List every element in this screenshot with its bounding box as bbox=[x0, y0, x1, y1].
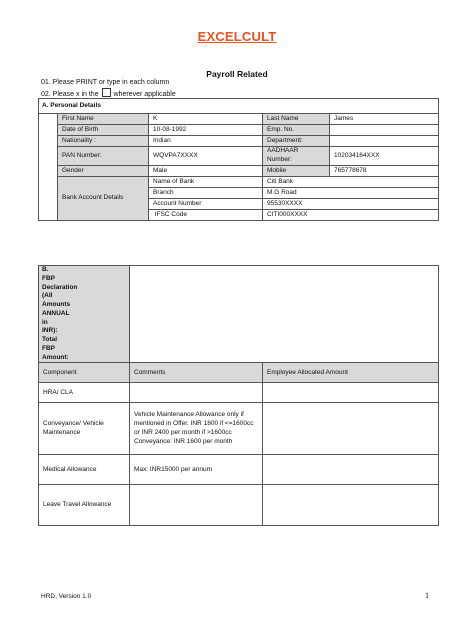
hra-comments bbox=[130, 383, 263, 403]
gender-label: Gender bbox=[58, 166, 149, 177]
account-number-label: Account Number bbox=[149, 199, 263, 210]
brand-logo-text: EXCELCULT bbox=[197, 29, 277, 44]
last-name-label: Last Name bbox=[263, 114, 330, 125]
branch-value[interactable]: M.G Road bbox=[263, 188, 439, 199]
nationality-label: Nationality : bbox=[58, 136, 149, 147]
bank-name-label: Name of Bank bbox=[149, 177, 263, 188]
conveyance-comments: Vehicle Maintenance Allowance only if mentioned in Offer. INR 1800 if <=1600cc or INR 2400 per month if >1600cc Conveyance: INR 1600 per month bbox=[130, 403, 263, 455]
ifsc-value[interactable]: CITI000XXXX bbox=[263, 210, 439, 221]
section-b-heading: B. FBP Declaration (All Amounts ANNUAL in INR): Total FBP Amount: bbox=[39, 266, 130, 363]
instruction-2-text: 02. Please x in the bbox=[41, 91, 99, 98]
emp-no-value[interactable] bbox=[330, 125, 439, 136]
first-name-value[interactable]: K bbox=[149, 114, 263, 125]
lta-amount[interactable] bbox=[263, 485, 439, 526]
instruction-1: 01. Please PRINT or type in each column bbox=[41, 79, 170, 86]
instruction-2-suffix: wherever applicable bbox=[113, 91, 176, 98]
pan-label: PAN Number: bbox=[58, 147, 149, 166]
medical-component: Medical Allowance bbox=[39, 455, 130, 485]
total-fbp-amount-value[interactable] bbox=[130, 266, 439, 363]
checkbox-sample[interactable] bbox=[102, 88, 111, 97]
column-header-comments: Comments bbox=[130, 363, 263, 383]
medical-comments: Max: INR15000 per annum bbox=[130, 455, 263, 485]
lta-comments bbox=[130, 485, 263, 526]
footer-version: HRD, Version 1.0 bbox=[41, 593, 92, 600]
bank-details-label: Bank Account Details bbox=[58, 177, 149, 221]
account-number-value[interactable]: 95530XXXX bbox=[263, 199, 439, 210]
lta-component: Leave Travel Allowance bbox=[39, 485, 130, 526]
column-header-amount: Employee Allocated Amount bbox=[263, 363, 439, 383]
mobile-label: Mobile bbox=[263, 166, 330, 177]
department-value[interactable] bbox=[330, 136, 439, 147]
dob-label: Date of Birth bbox=[58, 125, 149, 136]
last-name-value[interactable]: James bbox=[330, 114, 439, 125]
department-label: Department: bbox=[263, 136, 330, 147]
conveyance-amount[interactable] bbox=[263, 403, 439, 455]
nationality-value[interactable]: Indian bbox=[149, 136, 263, 147]
fbp-declaration-table bbox=[38, 265, 439, 526]
document-title: Payroll Related bbox=[206, 69, 268, 79]
personal-details-table bbox=[38, 98, 439, 221]
medical-amount[interactable] bbox=[263, 455, 439, 485]
pan-value[interactable]: WQVPA7XXXX bbox=[149, 147, 263, 166]
instruction-2 bbox=[41, 88, 176, 98]
hra-amount[interactable] bbox=[263, 383, 439, 403]
mobile-value[interactable]: 765778678 bbox=[330, 166, 439, 177]
conveyance-component: Conveyance/ Vehicle Maintenance bbox=[39, 403, 130, 455]
column-header-component: Component bbox=[39, 363, 130, 383]
indent-cell bbox=[39, 114, 58, 221]
bank-name-value[interactable]: Citi Bank bbox=[263, 177, 439, 188]
gender-value[interactable]: Male bbox=[149, 166, 263, 177]
aadhaar-label: AADHAAR Number: bbox=[263, 147, 330, 166]
ifsc-label: IFSC Code bbox=[149, 210, 263, 221]
section-a-heading: A. Personal Details bbox=[39, 99, 439, 114]
first-name-label: First Name bbox=[58, 114, 149, 125]
hra-component: HRA/ CLA bbox=[39, 383, 130, 403]
branch-label: Branch bbox=[149, 188, 263, 199]
dob-value[interactable]: 10-08-1992 bbox=[149, 125, 263, 136]
aadhaar-value[interactable]: 102034164XXX bbox=[330, 147, 439, 166]
emp-no-label: Emp. No. bbox=[263, 125, 330, 136]
page-number: 1 bbox=[425, 591, 429, 600]
